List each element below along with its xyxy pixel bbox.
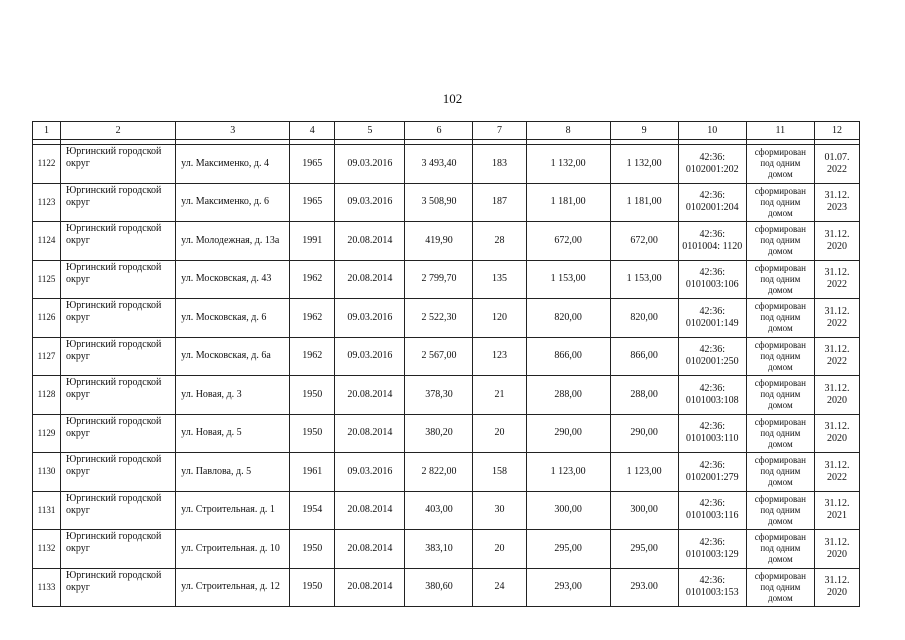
page-number: 102 — [442, 91, 463, 106]
residents-cell: 20 — [473, 530, 526, 569]
year-built-cell: 1950 — [290, 376, 335, 415]
district-cell: Юргинский городской округ — [61, 183, 176, 222]
year-built-cell: 1962 — [290, 299, 335, 338]
date-cell: 20.08.2014 — [335, 568, 405, 607]
area-cell: 380,60 — [405, 568, 473, 607]
column-number-cell: 9 — [610, 122, 678, 140]
value-col9-cell: 820,00 — [610, 299, 678, 338]
table-row — [33, 337, 860, 376]
residents-cell: 24 — [473, 568, 526, 607]
land-status-cell: сформирован под одним домом — [746, 491, 814, 530]
year-built-cell: 1950 — [290, 414, 335, 453]
table-row — [33, 260, 860, 299]
column-number-cell: 3 — [176, 122, 290, 140]
date-cell: 20.08.2014 — [335, 530, 405, 569]
row-number-cell: 1132 — [33, 530, 61, 569]
table-row — [33, 183, 860, 222]
value-col9-cell: 288,00 — [610, 376, 678, 415]
year-built-cell: 1965 — [290, 183, 335, 222]
column-number-cell: 11 — [746, 122, 814, 140]
land-status-cell: сформирован под одним домом — [746, 299, 814, 338]
district-cell: Юргинский городской округ — [61, 568, 176, 607]
deadline-cell: 31.12. 2020 — [814, 376, 859, 415]
deadline-cell: 31.12. 2022 — [814, 337, 859, 376]
district-cell: Юргинский городской округ — [61, 530, 176, 569]
district-cell: Юргинский городской округ — [61, 453, 176, 492]
date-cell: 09.03.2016 — [335, 337, 405, 376]
cadastral-number-cell: 42:36: 0102001:149 — [678, 299, 746, 338]
district-cell: Юргинский городской округ — [61, 299, 176, 338]
residents-cell: 187 — [473, 183, 526, 222]
table-row — [33, 453, 860, 492]
value-col8-cell: 1 153,00 — [526, 260, 610, 299]
value-col8-cell: 290,00 — [526, 414, 610, 453]
land-status-cell: сформирован под одним домом — [746, 453, 814, 492]
cadastral-number-cell: 42:36: 0102001:279 — [678, 453, 746, 492]
area-cell: 419,90 — [405, 222, 473, 261]
table-body — [33, 122, 860, 607]
value-col9-cell: 293.00 — [610, 568, 678, 607]
year-built-cell: 1950 — [290, 530, 335, 569]
cadastral-number-cell: 42:36: 0102001:202 — [678, 145, 746, 184]
row-number-cell: 1126 — [33, 299, 61, 338]
date-cell: 09.03.2016 — [335, 145, 405, 184]
table-row — [33, 376, 860, 415]
column-number-cell: 7 — [473, 122, 526, 140]
date-cell: 09.03.2016 — [335, 453, 405, 492]
land-status-cell: сформирован под одним домом — [746, 376, 814, 415]
table-row — [33, 299, 860, 338]
date-cell: 20.08.2014 — [335, 491, 405, 530]
table-row — [33, 222, 860, 261]
row-number-cell: 1125 — [33, 260, 61, 299]
cadastral-number-cell: 42:36: 0101003:116 — [678, 491, 746, 530]
value-col9-cell: 1 153,00 — [610, 260, 678, 299]
column-number-cell: 10 — [678, 122, 746, 140]
cadastral-number-cell: 42:36: 0101003:153 — [678, 568, 746, 607]
address-cell: ул. Максименко, д. 4 — [176, 145, 290, 184]
address-cell: ул. Строительная. д. 1 — [176, 491, 290, 530]
land-status-cell: сформирован под одним домом — [746, 414, 814, 453]
district-cell: Юргинский городской округ — [61, 145, 176, 184]
district-cell: Юргинский городской округ — [61, 260, 176, 299]
value-col8-cell: 1 132,00 — [526, 145, 610, 184]
row-number-cell: 1133 — [33, 568, 61, 607]
address-cell: ул. Максименко, д. 6 — [176, 183, 290, 222]
address-cell: ул. Московская, д. 43 — [176, 260, 290, 299]
year-built-cell: 1991 — [290, 222, 335, 261]
table-row — [33, 145, 860, 184]
residents-cell: 135 — [473, 260, 526, 299]
deadline-cell: 31.12. 2020 — [814, 414, 859, 453]
value-col8-cell: 820,00 — [526, 299, 610, 338]
row-number-cell: 1130 — [33, 453, 61, 492]
value-col9-cell: 1 132,00 — [610, 145, 678, 184]
row-number-cell: 1128 — [33, 376, 61, 415]
residents-cell: 183 — [473, 145, 526, 184]
column-number-cell: 6 — [405, 122, 473, 140]
cadastral-number-cell: 42:36: 0102001:204 — [678, 183, 746, 222]
deadline-cell: 31.12. 2021 — [814, 491, 859, 530]
district-cell: Юргинский городской округ — [61, 491, 176, 530]
cadastral-number-cell: 42:36: 0102001:250 — [678, 337, 746, 376]
area-cell: 2 522,30 — [405, 299, 473, 338]
column-number-cell: 8 — [526, 122, 610, 140]
year-built-cell: 1962 — [290, 260, 335, 299]
land-status-cell: сформирован под одним домом — [746, 568, 814, 607]
value-col8-cell: 672,00 — [526, 222, 610, 261]
deadline-cell: 31.12. 2022 — [814, 260, 859, 299]
deadline-cell: 01.07. 2022 — [814, 145, 859, 184]
address-cell: ул. Строительная. д. 10 — [176, 530, 290, 569]
deadline-cell: 31.12. 2020 — [814, 568, 859, 607]
district-cell: Юргинский городской округ — [61, 414, 176, 453]
cadastral-number-cell: 42:36: 0101003:106 — [678, 260, 746, 299]
land-status-cell: сформирован под одним домом — [746, 183, 814, 222]
row-number-cell: 1129 — [33, 414, 61, 453]
value-col8-cell: 300,00 — [526, 491, 610, 530]
column-number-cell: 1 — [33, 122, 61, 140]
date-cell: 20.08.2014 — [335, 222, 405, 261]
year-built-cell: 1962 — [290, 337, 335, 376]
address-cell: ул. Новая, д. 3 — [176, 376, 290, 415]
value-col8-cell: 293,00 — [526, 568, 610, 607]
date-cell: 09.03.2016 — [335, 299, 405, 338]
address-cell: ул. Строительная, д. 12 — [176, 568, 290, 607]
area-cell: 2 822,00 — [405, 453, 473, 492]
date-cell: 09.03.2016 — [335, 183, 405, 222]
table-row — [33, 414, 860, 453]
district-cell: Юргинский городской округ — [61, 337, 176, 376]
cadastral-number-cell: 42:36: 0101003:129 — [678, 530, 746, 569]
column-number-row — [33, 122, 860, 140]
value-col9-cell: 672,00 — [610, 222, 678, 261]
address-cell: ул. Павлова, д. 5 — [176, 453, 290, 492]
value-col8-cell: 295,00 — [526, 530, 610, 569]
address-cell: ул. Новая, д. 5 — [176, 414, 290, 453]
deadline-cell: 31.12. 2020 — [814, 222, 859, 261]
deadline-cell: 31.12. 2022 — [814, 299, 859, 338]
value-col8-cell: 288,00 — [526, 376, 610, 415]
column-number-cell: 12 — [814, 122, 859, 140]
area-cell: 3 508,90 — [405, 183, 473, 222]
land-status-cell: сформирован под одним домом — [746, 530, 814, 569]
residents-cell: 21 — [473, 376, 526, 415]
housing-registry-table — [32, 121, 860, 607]
table-row — [33, 491, 860, 530]
value-col9-cell: 1 123,00 — [610, 453, 678, 492]
column-number-cell: 2 — [61, 122, 176, 140]
residents-cell: 123 — [473, 337, 526, 376]
area-cell: 403,00 — [405, 491, 473, 530]
area-cell: 380,20 — [405, 414, 473, 453]
value-col9-cell: 866,00 — [610, 337, 678, 376]
district-cell: Юргинский городской округ — [61, 376, 176, 415]
row-number-cell: 1127 — [33, 337, 61, 376]
area-cell: 2 799,70 — [405, 260, 473, 299]
land-status-cell: сформирован под одним домом — [746, 260, 814, 299]
area-cell: 383,10 — [405, 530, 473, 569]
date-cell: 20.08.2014 — [335, 376, 405, 415]
row-number-cell: 1123 — [33, 183, 61, 222]
area-cell: 3 493,40 — [405, 145, 473, 184]
address-cell: ул. Молодежная, д. 13а — [176, 222, 290, 261]
value-col8-cell: 1 123,00 — [526, 453, 610, 492]
table-row — [33, 530, 860, 569]
date-cell: 20.08.2014 — [335, 260, 405, 299]
area-cell: 378,30 — [405, 376, 473, 415]
land-status-cell: сформирован под одним домом — [746, 222, 814, 261]
year-built-cell: 1954 — [290, 491, 335, 530]
row-number-cell: 1124 — [33, 222, 61, 261]
value-col9-cell: 290,00 — [610, 414, 678, 453]
address-cell: ул. Московская, д. 6а — [176, 337, 290, 376]
value-col8-cell: 1 181,00 — [526, 183, 610, 222]
district-cell: Юргинский городской округ — [61, 222, 176, 261]
value-col9-cell: 1 181,00 — [610, 183, 678, 222]
residents-cell: 120 — [473, 299, 526, 338]
deadline-cell: 31.12. 2020 — [814, 530, 859, 569]
residents-cell: 20 — [473, 414, 526, 453]
column-number-cell: 5 — [335, 122, 405, 140]
year-built-cell: 1965 — [290, 145, 335, 184]
value-col8-cell: 866,00 — [526, 337, 610, 376]
cadastral-number-cell: 42:36: 0101003:108 — [678, 376, 746, 415]
year-built-cell: 1950 — [290, 568, 335, 607]
row-number-cell: 1131 — [33, 491, 61, 530]
area-cell: 2 567,00 — [405, 337, 473, 376]
land-status-cell: сформирован под одним домом — [746, 145, 814, 184]
column-number-cell: 4 — [290, 122, 335, 140]
year-built-cell: 1961 — [290, 453, 335, 492]
date-cell: 20.08.2014 — [335, 414, 405, 453]
cadastral-number-cell: 42:36: 0101004: 1120 — [678, 222, 746, 261]
residents-cell: 30 — [473, 491, 526, 530]
deadline-cell: 31.12. 2022 — [814, 453, 859, 492]
residents-cell: 28 — [473, 222, 526, 261]
land-status-cell: сформирован под одним домом — [746, 337, 814, 376]
deadline-cell: 31.12. 2023 — [814, 183, 859, 222]
value-col9-cell: 300,00 — [610, 491, 678, 530]
residents-cell: 158 — [473, 453, 526, 492]
value-col9-cell: 295,00 — [610, 530, 678, 569]
table-row — [33, 568, 860, 607]
cadastral-number-cell: 42:36: 0101003:110 — [678, 414, 746, 453]
address-cell: ул. Московская, д. 6 — [176, 299, 290, 338]
row-number-cell: 1122 — [33, 145, 61, 184]
